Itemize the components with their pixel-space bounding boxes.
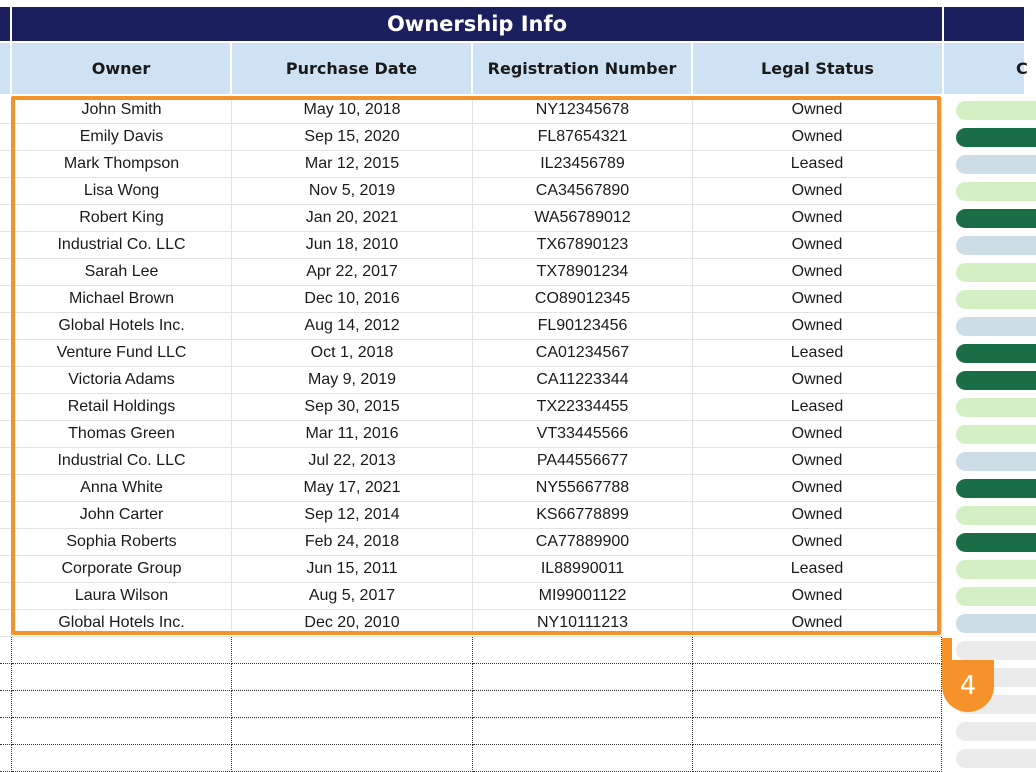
purchase-date-cell[interactable]: Oct 1, 2018 [232, 340, 473, 367]
status-chip[interactable] [956, 371, 1036, 390]
empty-cell[interactable] [12, 718, 232, 745]
legal-status-cell[interactable]: Owned [693, 124, 942, 151]
owner-cell[interactable]: Industrial Co. LLC [12, 232, 232, 259]
empty-cell[interactable] [0, 664, 12, 691]
status-chip[interactable] [956, 425, 1036, 444]
empty-cell[interactable] [232, 637, 473, 664]
registration-number-cell[interactable]: IL88990011 [473, 556, 693, 583]
empty-cell[interactable] [693, 664, 942, 691]
legal-status-cell[interactable]: Owned [693, 178, 942, 205]
empty-row [0, 691, 942, 718]
banner-left-edge [0, 7, 10, 41]
status-chip[interactable] [956, 263, 1036, 282]
owner-cell[interactable]: Corporate Group [12, 556, 232, 583]
empty-cell[interactable] [12, 745, 232, 772]
legal-status-cell[interactable]: Owned [693, 367, 942, 394]
empty-cell[interactable] [473, 745, 693, 772]
status-chip[interactable] [956, 398, 1036, 417]
status-chip[interactable] [956, 209, 1036, 228]
registration-number-cell[interactable]: PA44556677 [473, 448, 693, 475]
purchase-date-cell[interactable]: Aug 14, 2012 [232, 313, 473, 340]
registration-number-cell[interactable]: TX78901234 [473, 259, 693, 286]
empty-row [0, 637, 942, 664]
purchase-date-cell[interactable]: Nov 5, 2019 [232, 178, 473, 205]
status-chip[interactable] [956, 101, 1036, 120]
purchase-date-cell[interactable]: Jun 15, 2011 [232, 556, 473, 583]
status-chip[interactable] [956, 236, 1036, 255]
owner-cell[interactable]: Mark Thompson [12, 151, 232, 178]
status-chip[interactable] [956, 344, 1036, 363]
registration-number-cell[interactable]: IL23456789 [473, 151, 693, 178]
legal-status-cell[interactable]: Owned [693, 529, 942, 556]
owner-cell[interactable]: Victoria Adams [12, 367, 232, 394]
legal-status-cell[interactable]: Owned [693, 610, 942, 637]
purchase-date-cell[interactable]: Mar 12, 2015 [232, 151, 473, 178]
purchase-date-cell[interactable]: May 9, 2019 [232, 367, 473, 394]
empty-cell[interactable] [693, 745, 942, 772]
step-connector [942, 638, 952, 662]
step-badge: 4 [942, 660, 994, 712]
empty-cell[interactable] [693, 718, 942, 745]
owner-cell[interactable]: Anna White [12, 475, 232, 502]
empty-row [0, 664, 942, 691]
status-chip[interactable] [956, 560, 1036, 579]
purchase-date-cell[interactable]: Jul 22, 2013 [232, 448, 473, 475]
registration-number-cell[interactable]: NY12345678 [473, 97, 693, 124]
empty-cell[interactable] [12, 637, 232, 664]
legal-status-cell[interactable]: Owned [693, 502, 942, 529]
status-chip[interactable] [956, 614, 1036, 633]
empty-cell[interactable] [232, 691, 473, 718]
owner-cell[interactable]: Venture Fund LLC [12, 340, 232, 367]
purchase-date-cell[interactable]: Dec 20, 2010 [232, 610, 473, 637]
legal-status-cell[interactable]: Owned [693, 205, 942, 232]
registration-number-cell[interactable]: NY10111213 [473, 610, 693, 637]
registration-number-cell[interactable]: FL90123456 [473, 313, 693, 340]
purchase-date-cell[interactable]: Sep 15, 2020 [232, 124, 473, 151]
owner-cell[interactable]: Robert King [12, 205, 232, 232]
registration-number-cell[interactable]: MI99001122 [473, 583, 693, 610]
empty-cell[interactable] [693, 637, 942, 664]
banner-right-edge [944, 7, 1024, 41]
empty-cell[interactable] [0, 745, 12, 772]
registration-number-cell[interactable]: TX22334455 [473, 394, 693, 421]
empty-cell[interactable] [473, 718, 693, 745]
legal-status-cell[interactable]: Owned [693, 421, 942, 448]
owner-cell[interactable]: Laura Wilson [12, 583, 232, 610]
registration-number-cell[interactable]: CO89012345 [473, 286, 693, 313]
empty-chip [956, 641, 1036, 660]
status-chip[interactable] [956, 290, 1036, 309]
purchase-date-cell[interactable]: May 17, 2021 [232, 475, 473, 502]
status-chip[interactable] [956, 479, 1036, 498]
purchase-date-cell[interactable]: Apr 22, 2017 [232, 259, 473, 286]
legal-status-cell[interactable]: Owned [693, 259, 942, 286]
legal-status-cell[interactable]: Leased [693, 340, 942, 367]
purchase-date-cell[interactable]: Aug 5, 2017 [232, 583, 473, 610]
empty-cell[interactable] [12, 664, 232, 691]
purchase-date-cell[interactable]: Mar 11, 2016 [232, 421, 473, 448]
status-chip[interactable] [956, 506, 1036, 525]
empty-cell[interactable] [473, 691, 693, 718]
registration-number-cell[interactable]: WA56789012 [473, 205, 693, 232]
status-chip[interactable] [956, 317, 1036, 336]
legal-status-cell[interactable]: Owned [693, 313, 942, 340]
legal-status-cell[interactable]: Owned [693, 475, 942, 502]
column-header-registration-number[interactable]: Registration Number [473, 43, 693, 94]
purchase-date-cell[interactable]: Dec 10, 2016 [232, 286, 473, 313]
registration-number-cell[interactable]: CA01234567 [473, 340, 693, 367]
owner-cell[interactable]: Global Hotels Inc. [12, 610, 232, 637]
empty-cell[interactable] [0, 637, 12, 664]
status-chip[interactable] [956, 452, 1036, 471]
owner-cell[interactable]: John Carter [12, 502, 232, 529]
registration-number-cell[interactable]: NY55667788 [473, 475, 693, 502]
legal-status-cell[interactable]: Owned [693, 583, 942, 610]
empty-cell[interactable] [12, 691, 232, 718]
registration-number-cell[interactable]: CA77889900 [473, 529, 693, 556]
status-chip[interactable] [956, 155, 1036, 174]
registration-number-cell[interactable]: CA11223344 [473, 367, 693, 394]
purchase-date-cell[interactable]: Jan 20, 2021 [232, 205, 473, 232]
owner-cell[interactable]: Emily Davis [12, 124, 232, 151]
empty-cell[interactable] [473, 664, 693, 691]
owner-cell[interactable]: Sophia Roberts [12, 529, 232, 556]
empty-cell[interactable] [0, 691, 12, 718]
section-title: Ownership Info [12, 7, 942, 41]
registration-number-cell[interactable]: VT33445566 [473, 421, 693, 448]
empty-row [0, 718, 942, 745]
empty-cell[interactable] [232, 718, 473, 745]
empty-chip [956, 722, 1036, 741]
registration-number-cell[interactable]: KS66778899 [473, 502, 693, 529]
status-chip[interactable] [956, 533, 1036, 552]
owner-cell[interactable]: Global Hotels Inc. [12, 313, 232, 340]
legal-status-cell[interactable]: Leased [693, 151, 942, 178]
empty-cell[interactable] [232, 745, 473, 772]
empty-cell[interactable] [693, 691, 942, 718]
status-chip[interactable] [956, 182, 1036, 201]
owner-cell[interactable]: Lisa Wong [12, 178, 232, 205]
registration-number-cell[interactable]: CA34567890 [473, 178, 693, 205]
empty-cell[interactable] [473, 637, 693, 664]
column-header-owner[interactable]: Owner [12, 43, 232, 94]
purchase-date-cell[interactable]: Sep 30, 2015 [232, 394, 473, 421]
owner-cell[interactable]: Industrial Co. LLC [12, 448, 232, 475]
owner-cell[interactable]: Thomas Green [12, 421, 232, 448]
column-header-purchase-date[interactable]: Purchase Date [232, 43, 473, 94]
empty-cell[interactable] [232, 664, 473, 691]
legal-status-cell[interactable]: Owned [693, 97, 942, 124]
empty-row [0, 745, 942, 772]
legal-status-cell[interactable]: Owned [693, 286, 942, 313]
column-header-partial[interactable]: C [944, 43, 1024, 94]
selection-highlight [11, 96, 941, 635]
empty-chip [956, 749, 1036, 768]
legal-status-cell[interactable]: Owned [693, 448, 942, 475]
legal-status-cell[interactable]: Owned [693, 232, 942, 259]
owner-cell[interactable]: Michael Brown [12, 286, 232, 313]
header-edge [0, 43, 10, 94]
owner-cell[interactable]: John Smith [12, 97, 232, 124]
purchase-date-cell[interactable]: Sep 12, 2014 [232, 502, 473, 529]
status-chip[interactable] [956, 128, 1036, 147]
purchase-date-cell[interactable]: Jun 18, 2010 [232, 232, 473, 259]
empty-cell[interactable] [0, 718, 12, 745]
owner-cell[interactable]: Sarah Lee [12, 259, 232, 286]
registration-number-cell[interactable]: TX67890123 [473, 232, 693, 259]
registration-number-cell[interactable]: FL87654321 [473, 124, 693, 151]
purchase-date-cell[interactable]: Feb 24, 2018 [232, 529, 473, 556]
owner-cell[interactable]: Retail Holdings [12, 394, 232, 421]
legal-status-cell[interactable]: Leased [693, 556, 942, 583]
column-header-legal-status[interactable]: Legal Status [693, 43, 944, 94]
purchase-date-cell[interactable]: May 10, 2018 [232, 97, 473, 124]
status-chip[interactable] [956, 587, 1036, 606]
legal-status-cell[interactable]: Leased [693, 394, 942, 421]
